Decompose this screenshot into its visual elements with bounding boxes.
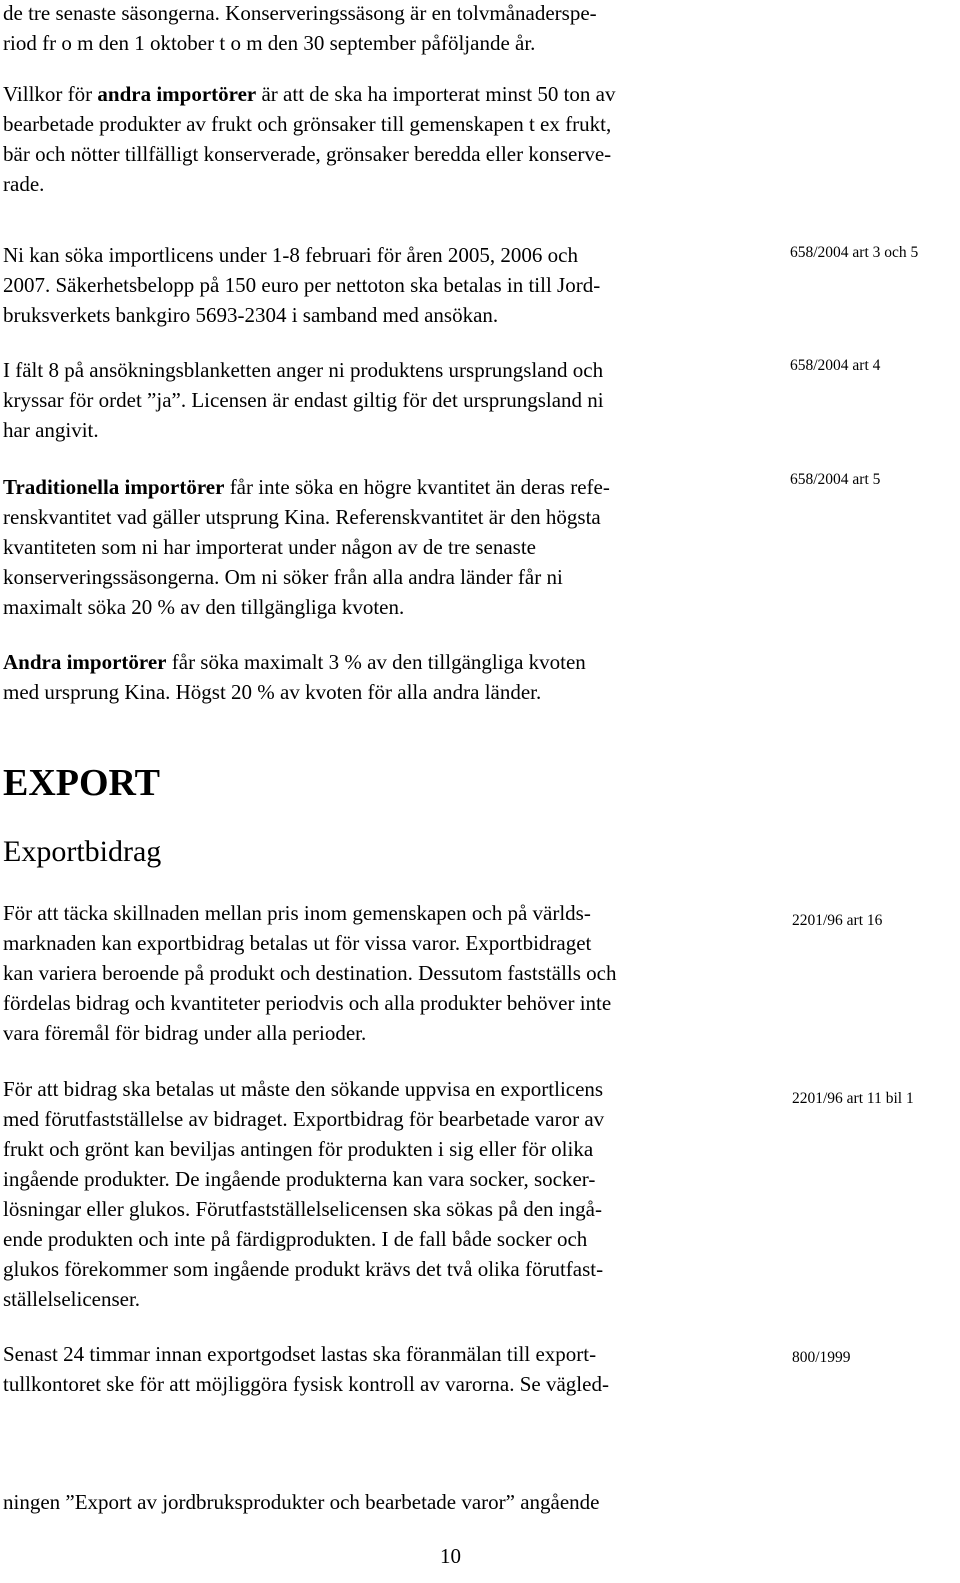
text-line: Villkor för andra importörer är att de ska ha importerat minst 50 ton av xyxy=(3,82,616,106)
paragraph-traditional-importers xyxy=(3,472,763,622)
text-line: de tre senaste säsongerna. Konserveringssäsong är en tolvmånaderspe- xyxy=(3,1,597,25)
text-line: med förutfastställelse av bidraget. Exportbidrag för bearbetade varor av xyxy=(3,1107,605,1131)
text-line: bearbetade produkter av frukt och grönsaker till gemenskapen t ex frukt, xyxy=(3,112,612,136)
margin-ref-658-2004-art-5: 658/2004 art 5 xyxy=(790,471,881,488)
text-line: Senast 24 timmar innan exportgodset lastas ska föranmälan till export- xyxy=(3,1342,597,1366)
text-line: maximalt söka 20 % av den tillgängliga kvoten. xyxy=(3,595,405,619)
margin-ref-2201-96-art-11-bil-1: 2201/96 art 11 bil 1 xyxy=(792,1090,914,1107)
text-line: ningen ”Export av jordbruksprodukter och bearbetade varor” angående xyxy=(3,1490,600,1514)
text-line: bruksverkets bankgiro 5693-2304 i samband med ansökan. xyxy=(3,303,499,327)
text-line: marknaden kan exportbidrag betalas ut för vissa varor. Exportbidraget xyxy=(3,931,592,955)
text-line: ingående produkter. De ingående produkterna kan vara socker, socker- xyxy=(3,1167,596,1191)
text-line: Andra importörer får söka maximalt 3 % av den tillgängliga kvoten xyxy=(3,650,586,674)
text-line: konserveringssäsongerna. Om ni söker från alla andra länder får ni xyxy=(3,565,563,589)
text-line: rade. xyxy=(3,172,45,196)
bold-term: Andra importörer xyxy=(3,650,167,674)
text-line: För att täcka skillnaden mellan pris inom gemenskapen och på världs- xyxy=(3,901,591,925)
bold-term: andra importörer xyxy=(97,82,257,106)
text-line: Traditionella importörer får inte söka en högre kvantitet än deras refe- xyxy=(3,475,610,499)
text-line: lösningar eller glukos. Förutfastställelselicensen ska sökas på den ingå- xyxy=(3,1197,602,1221)
text-line: fördelas bidrag och kvantiteter periodvis och alla produkter behöver inte xyxy=(3,991,612,1015)
paragraph-field-8 xyxy=(3,355,763,445)
text-line: glukos förekommer som ingående produkt krävs det två olika förutfast- xyxy=(3,1257,604,1281)
margin-ref-800-1999: 800/1999 xyxy=(792,1349,851,1366)
bold-term: Traditionella importörer xyxy=(3,475,225,499)
paragraph-application-period xyxy=(3,240,763,330)
paragraph-pre-notification xyxy=(3,1339,763,1399)
text-line: kvantiteten som ni har importerat under någon av de tre senaste xyxy=(3,535,536,559)
paragraph-export-licence xyxy=(3,1074,763,1314)
text-line: frukt och grönt kan beviljas antingen för produkten i sig eller för olika xyxy=(3,1137,594,1161)
margin-ref-2201-96-art-16: 2201/96 art 16 xyxy=(792,912,883,929)
section-heading-export: EXPORT xyxy=(3,762,161,804)
text-line: riod fr o m den 1 oktober t o m den 30 september påföljande år. xyxy=(3,31,536,55)
subsection-heading-exportbidrag: Exportbidrag xyxy=(3,835,162,868)
text-line: renskvantitet vad gäller utsprung Kina. Referenskvantitet är den högsta xyxy=(3,505,601,529)
paragraph-guide-reference xyxy=(3,1487,763,1517)
text-line: 2007. Säkerhetsbelopp på 150 euro per nettoton ska betalas in till Jord- xyxy=(3,273,601,297)
text-line: bär och nötter tillfälligt konserverade, grönsaker beredda eller konserve- xyxy=(3,142,612,166)
paragraph-export-refund-intro xyxy=(3,898,763,1048)
page-number: 10 xyxy=(440,1544,461,1568)
text-line: har angivit. xyxy=(3,418,99,442)
paragraph-season-definition xyxy=(3,0,763,58)
text-line: med ursprung Kina. Högst 20 % av kvoten för alla andra länder. xyxy=(3,680,542,704)
text-line: ende produkten och inte på färdigprodukten. I de fall både socker och xyxy=(3,1227,588,1251)
text-line: tullkontoret ske för att möjliggöra fysisk kontroll av varorna. Se vägled- xyxy=(3,1372,609,1396)
text-line: kryssar för ordet ”ja”. Licensen är endast giltig för det ursprungsland ni xyxy=(3,388,604,412)
text-line: För att bidrag ska betalas ut måste den sökande uppvisa en exportlicens xyxy=(3,1077,604,1101)
text-line: I fält 8 på ansökningsblanketten anger ni produktens ursprungsland och xyxy=(3,358,604,382)
margin-ref-658-2004-art-4: 658/2004 art 4 xyxy=(790,357,881,374)
text-line: ställelselicenser. xyxy=(3,1287,141,1311)
paragraph-other-importers-conditions xyxy=(3,79,763,199)
text-line: Ni kan söka importlicens under 1-8 februari för åren 2005, 2006 och xyxy=(3,243,578,267)
text-line: vara föremål för bidrag under alla perioder. xyxy=(3,1021,367,1045)
margin-ref-658-2004-art-3-och-5: 658/2004 art 3 och 5 xyxy=(790,244,919,261)
paragraph-other-importers-quota xyxy=(3,647,763,707)
text-line: kan variera beroende på produkt och destination. Dessutom fastställs och xyxy=(3,961,617,985)
